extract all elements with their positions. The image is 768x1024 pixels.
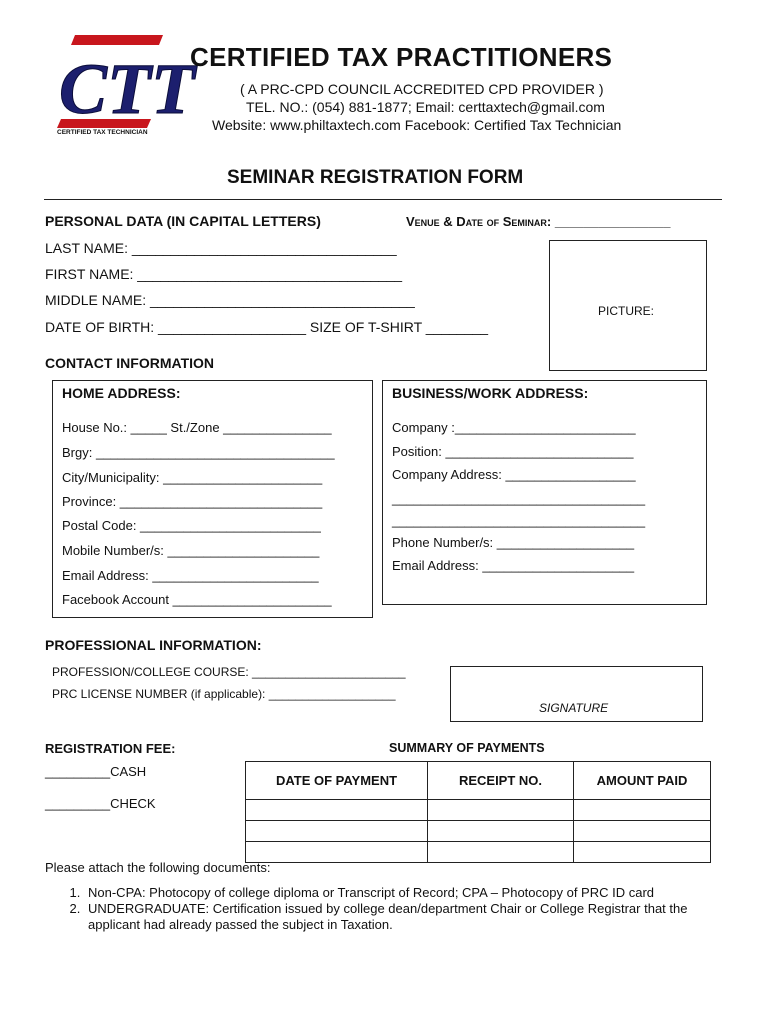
- work-email-field[interactable]: Email Address: _____________________: [392, 558, 635, 573]
- professional-heading: PROFESSIONAL INFORMATION:: [45, 637, 262, 653]
- home-address-title: HOME ADDRESS:: [62, 385, 181, 401]
- cash-option[interactable]: _________CASH: [45, 764, 147, 779]
- fee-heading: REGISTRATION FEE:: [45, 741, 176, 756]
- check-option[interactable]: _________CHECK: [45, 796, 156, 811]
- documents-list: [60, 885, 734, 933]
- work-address-title: BUSINESS/WORK ADDRESS:: [392, 385, 589, 401]
- accreditation-line: ( A PRC-CPD COUNCIL ACCREDITED CPD PROVIDER ): [240, 81, 604, 97]
- table-cell[interactable]: [574, 800, 711, 821]
- middle-name-field[interactable]: MIDDLE NAME: __________________________________: [45, 292, 415, 308]
- position-field[interactable]: Position: __________________________: [392, 444, 634, 459]
- table-cell[interactable]: [246, 821, 428, 842]
- home-email-field[interactable]: Email Address: _______________________: [62, 568, 319, 583]
- company-address-line-3[interactable]: ___________________________________: [392, 513, 646, 528]
- table-cell[interactable]: [428, 821, 574, 842]
- payments-table: [245, 761, 711, 863]
- table-cell[interactable]: [246, 800, 428, 821]
- picture-box[interactable]: [549, 240, 707, 371]
- logo-letters: CTT: [59, 49, 195, 129]
- table-cell[interactable]: [428, 800, 574, 821]
- list-item: 2. UNDERGRADUATE: Certification issued by college dean/department Chair or College Registrar that the applicant had already passed the subject in Taxation.: [84, 901, 734, 933]
- postal-code-field[interactable]: Postal Code: _________________________: [62, 518, 321, 533]
- documents-intro: Please attach the following documents:: [45, 860, 271, 875]
- home-address-box: [52, 380, 373, 618]
- table-cell[interactable]: [574, 842, 711, 863]
- payments-heading: SUMMARY OF PAYMENTS: [389, 741, 545, 755]
- contact-line: TEL. NO.: (054) 881-1877; Email: certtaxtech@gmail.com: [246, 99, 605, 115]
- company-address-field[interactable]: Company Address: __________________: [392, 467, 636, 482]
- table-cell[interactable]: [574, 821, 711, 842]
- contact-heading: CONTACT INFORMATION: [45, 355, 215, 371]
- column-header: AMOUNT PAID: [574, 762, 711, 800]
- city-field[interactable]: City/Municipality: ______________________: [62, 470, 323, 485]
- table-row: [246, 800, 711, 821]
- signature-box[interactable]: [450, 666, 703, 722]
- table-cell[interactable]: [428, 842, 574, 863]
- logo: [55, 33, 195, 139]
- phone-field[interactable]: Phone Number/s: ___________________: [392, 535, 635, 550]
- house-no-field[interactable]: House No.: _____ St./Zone _______________: [62, 420, 332, 435]
- column-header: DATE OF PAYMENT: [246, 762, 428, 800]
- logo-caption: CERTIFIED TAX TECHNICIAN: [57, 129, 148, 136]
- first-name-field[interactable]: FIRST NAME: __________________________________: [45, 266, 403, 282]
- facebook-field[interactable]: Facebook Account ______________________: [62, 592, 332, 607]
- logo-graphic: [55, 33, 195, 139]
- org-title: CERTIFIED TAX PRACTITIONERS: [190, 42, 613, 72]
- list-item: 1. Non-CPA: Photocopy of college diploma or Transcript of Record; CPA – Photocopy of PRC ID card: [84, 885, 734, 901]
- brgy-field[interactable]: Brgy: _________________________________: [62, 445, 335, 460]
- title-divider: [44, 199, 722, 200]
- table-row: [246, 842, 711, 863]
- venue-field[interactable]: Venue & Date of Seminar: ________________: [406, 214, 671, 229]
- last-name-field[interactable]: LAST NAME: __________________________________: [45, 240, 397, 256]
- license-field[interactable]: PRC LICENSE NUMBER (if applicable): ___________________: [52, 687, 396, 701]
- course-field[interactable]: PROFESSION/COLLEGE COURSE: _______________________: [52, 665, 406, 679]
- payments-header-row: [246, 762, 711, 800]
- company-field[interactable]: Company :_________________________: [392, 420, 636, 435]
- table-row: [246, 821, 711, 842]
- birth-shirt-field[interactable]: DATE OF BIRTH: ___________________ SIZE OF T-SHIRT ________: [45, 319, 489, 335]
- column-header: RECEIPT NO.: [428, 762, 574, 800]
- web-line: Website: www.philtaxtech.com Facebook: Certified Tax Technician: [212, 117, 622, 133]
- table-cell[interactable]: [246, 842, 428, 863]
- picture-label: PICTURE:: [598, 304, 655, 318]
- province-field[interactable]: Province: ____________________________: [62, 494, 323, 509]
- work-address-box: [382, 380, 707, 605]
- mobile-field[interactable]: Mobile Number/s: _____________________: [62, 543, 320, 558]
- company-address-line-2[interactable]: ___________________________________: [392, 491, 646, 506]
- form-title: SEMINAR REGISTRATION FORM: [227, 167, 524, 188]
- personal-heading: PERSONAL DATA (IN CAPITAL LETTERS): [45, 213, 321, 229]
- signature-label: SIGNATURE: [539, 701, 609, 715]
